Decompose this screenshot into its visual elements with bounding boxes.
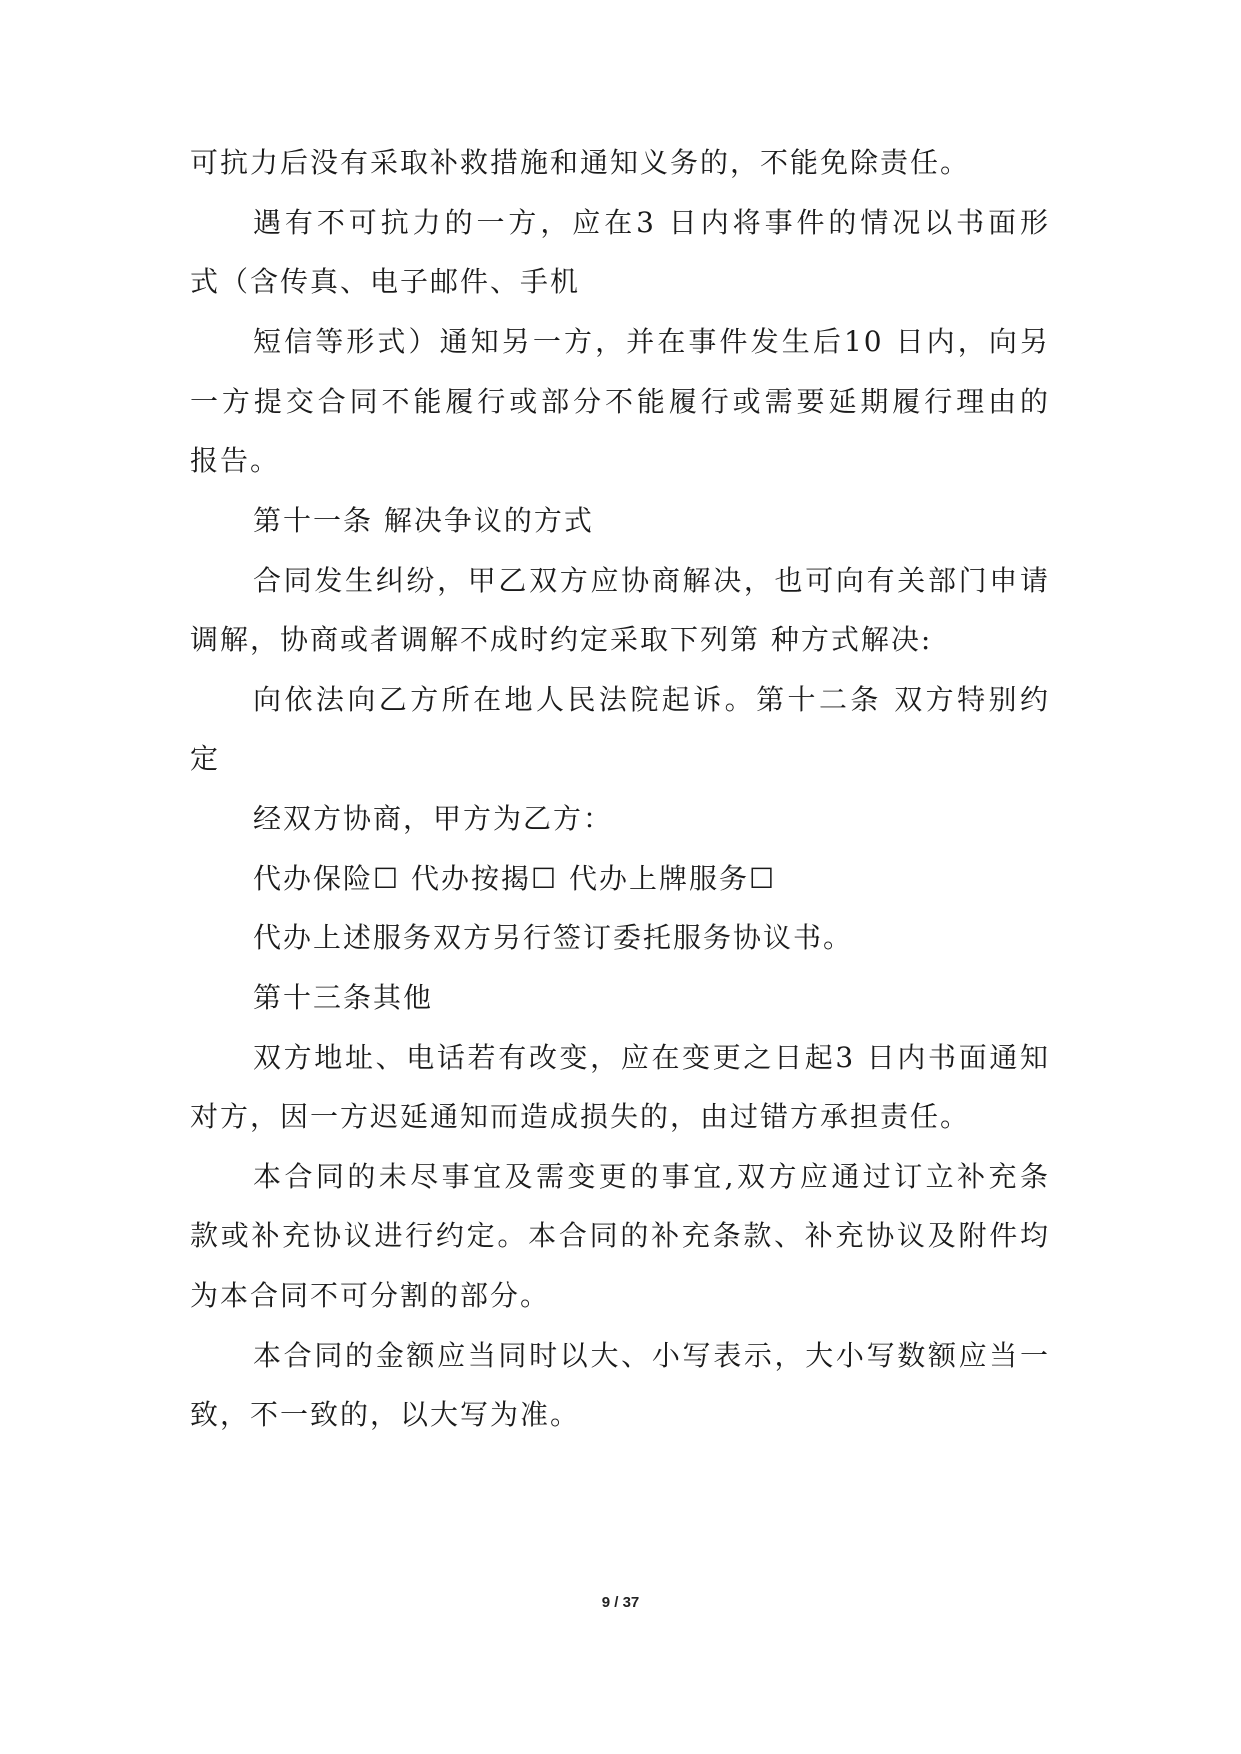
text-line: 遇有不可抗力的一方，应在3 日内将事件的情况以书面形: [253, 206, 1050, 239]
text-line: 本合同的金额应当同时以大、小写表示，大小写数额应当一: [253, 1339, 1050, 1372]
text-line: 本合同的未尽事宜及需变更的事宜,双方应通过订立补充条: [253, 1160, 1050, 1193]
text-line: 可抗力后没有采取补救措施和通知义务的，不能免除责任。: [190, 146, 971, 179]
text-line: 合同发生纠纷，甲乙双方应协商解决，也可向有关部门申请: [253, 564, 1050, 597]
text-line: 调解，协商或者调解不成时约定采取下列第 种方式解决:: [190, 623, 933, 656]
text-line: 双方地址、电话若有改变，应在变更之日起3 日内书面通知: [253, 1041, 1050, 1074]
text-line: 定: [190, 742, 221, 775]
section-heading: 第十一条 解决争议的方式: [253, 504, 594, 537]
section-heading: 第十三条其他: [253, 981, 434, 1014]
text-line: 报告。: [190, 444, 281, 477]
text-line: 对方，因一方迟延通知而造成损失的，由过错方承担责任。: [190, 1100, 971, 1133]
text-line: 为本合同不可分割的部分。: [190, 1279, 551, 1312]
text-line: 向依法向乙方所在地人民法院起诉。第十二条 双方特别约: [253, 683, 1050, 716]
text-line: 式（含传真、电子邮件、手机: [190, 265, 581, 298]
text-line: 代办上述服务双方另行签订委托服务协议书。: [253, 921, 854, 954]
checkbox-options-line: 代办保险☐ 代办按揭☐ 代办上牌服务☐: [253, 862, 777, 895]
page-number: 9 / 37: [601, 1594, 640, 1611]
text-line: 款或补充协议进行约定。本合同的补充条款、补充协议及附件均: [190, 1219, 1050, 1252]
text-line: 致，不一致的，以大写为准。: [190, 1398, 581, 1431]
text-line: 经双方协商，甲方为乙方：: [253, 802, 614, 835]
text-line: 一方提交合同不能履行或部分不能履行或需要延期履行理由的: [190, 385, 1050, 418]
text-line: 短信等形式）通知另一方，并在事件发生后10 日内，向另: [253, 325, 1050, 358]
